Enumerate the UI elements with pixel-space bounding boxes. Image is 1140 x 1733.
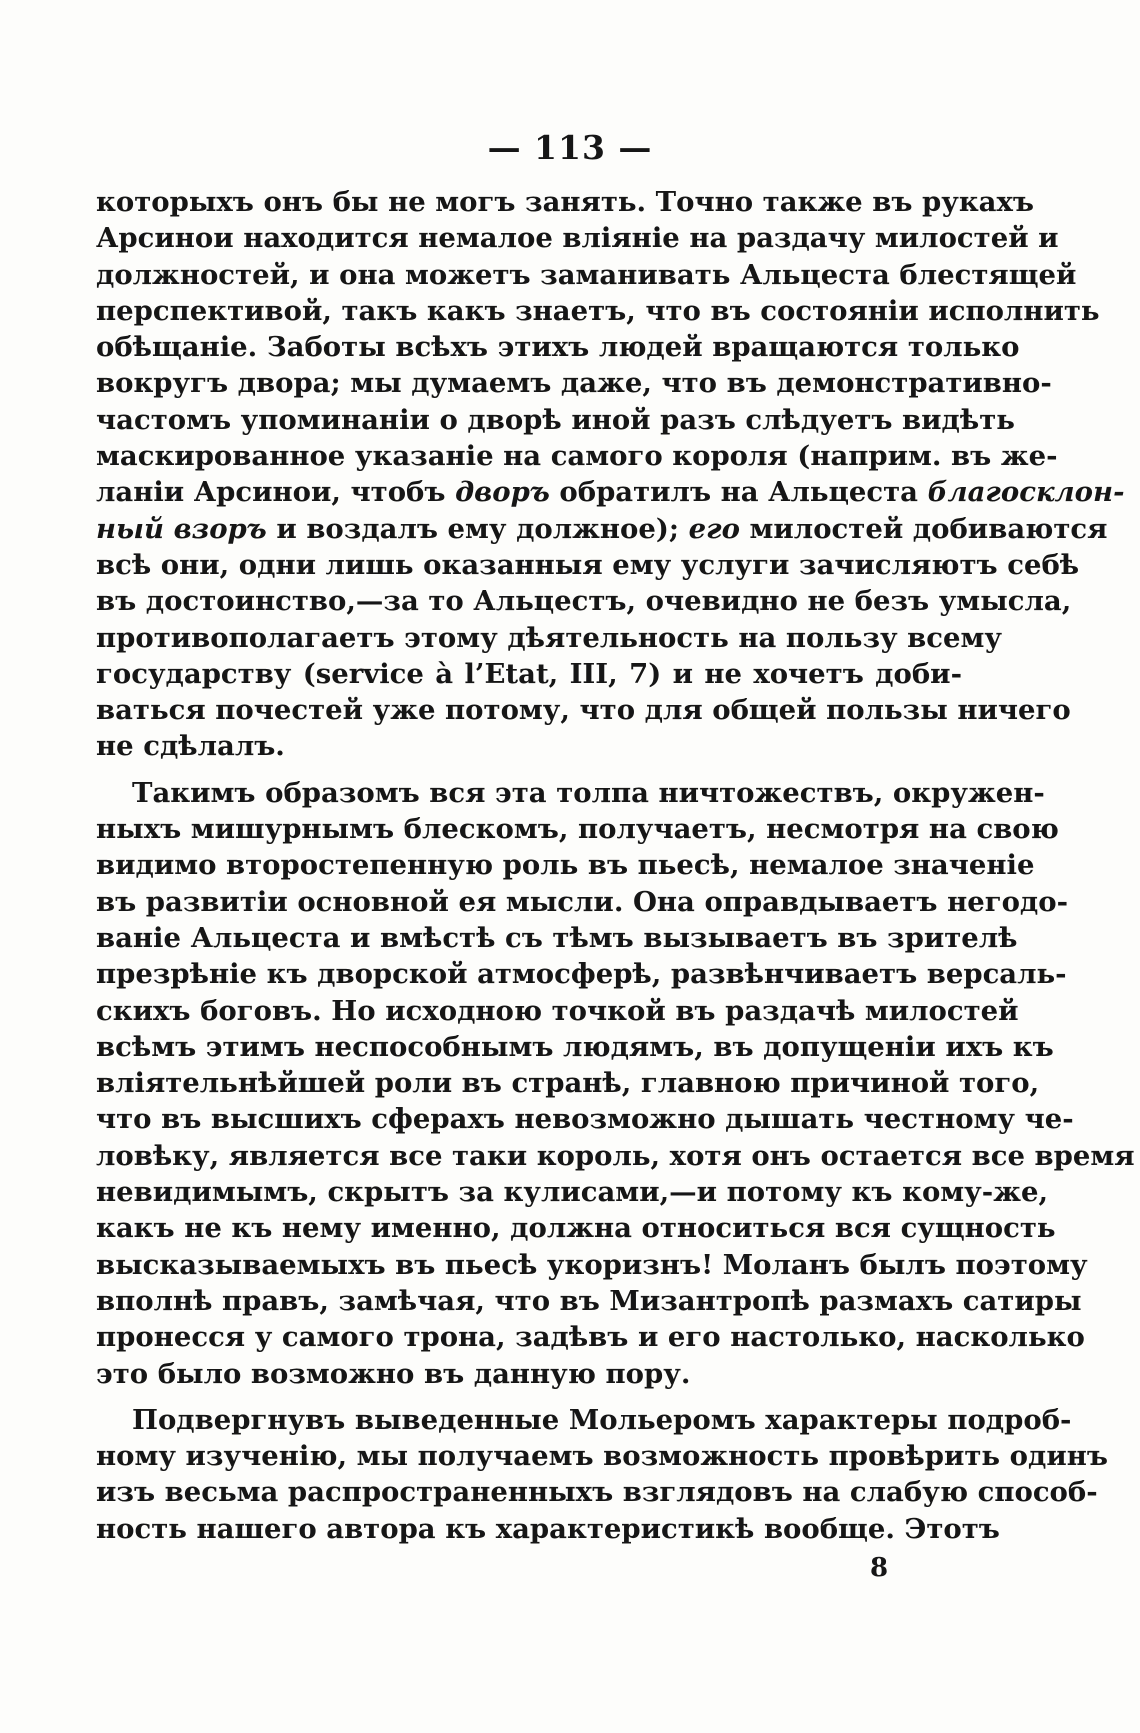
text-line: противополагаетъ этому дѣятельность на пользу всему bbox=[96, 621, 1003, 654]
text-line: вполнѣ правъ, замѣчая, что въ Мизантропѣ размахъ сатиры bbox=[96, 1284, 1082, 1317]
text-line: въ достоинство,—за то Альцестъ, очевидно не безъ умысла, bbox=[96, 585, 1072, 618]
page-number: — 113 — bbox=[487, 128, 653, 167]
text-line: это было возможно въ данную пору. bbox=[96, 1357, 691, 1390]
text-line: видимо второстепенную роль въ пьесѣ, немалое значеніе bbox=[96, 849, 1035, 882]
text-line: которыхъ онъ бы не могъ занять. Точно также въ рукахъ bbox=[96, 186, 1034, 218]
text-line: скихъ боговъ. Но исходною точкой въ раздачѣ милостей bbox=[96, 994, 1019, 1027]
text-run: милостей добиваются bbox=[739, 512, 1108, 545]
text-run: обратилъ на Альцеста bbox=[549, 476, 928, 509]
text-line: ваніе Альцеста и вмѣстѣ съ тѣмъ вызываетъ въ зрителѣ bbox=[96, 921, 1018, 954]
text-line: невидимымъ, скрытъ за кулисами,—и потому къ кому-же, bbox=[96, 1176, 1049, 1209]
text-line bbox=[96, 511, 1108, 547]
paragraph-start-line: Подвергнувъ выведенные Мольеромъ характеры подроб- bbox=[132, 1403, 1072, 1436]
text-line: перспективой, такъ какъ знаетъ, что въ состояніи исполнить bbox=[96, 294, 1100, 327]
text-line: вокругъ двора; мы думаемъ даже, что въ демонстративно- bbox=[96, 367, 1052, 400]
text-line: высказываемыхъ въ пьесѣ укоризнъ! Моланъ былъ поэтому bbox=[96, 1248, 1088, 1281]
text-line: маскированное указаніе на самого короля (наприм. въ же- bbox=[96, 440, 1058, 473]
italic-run: его bbox=[688, 512, 740, 545]
signature-mark: 8 bbox=[870, 1553, 889, 1583]
paragraph-start-line: Такимъ образомъ вся эта толпа ничтожествъ, окружен- bbox=[132, 776, 1045, 809]
text-line: изъ весьма распространенныхъ взглядовъ на слабую способ- bbox=[96, 1476, 1098, 1509]
text-line: Арсинои находится немалое вліяніе на раздачу милостей и bbox=[96, 222, 1059, 255]
text-line: частомъ упоминаніи о дворѣ иной разъ слѣдуетъ видѣть bbox=[96, 403, 1015, 436]
text-line: въ развитіи основной ея мысли. Она оправдываетъ негодо- bbox=[96, 885, 1068, 918]
text-line: ныхъ мишурнымъ блескомъ, получаетъ, несмотря на свою bbox=[96, 813, 1059, 846]
text-line: всѣ они, одни лишь оказанныя ему услуги зачисляютъ себѣ bbox=[96, 548, 1080, 581]
italic-run: дворъ bbox=[455, 476, 550, 509]
text-run: ланіи Арсинои, чтобъ bbox=[96, 476, 456, 509]
text-run: и воздалъ ему должное); bbox=[266, 512, 689, 545]
text-line: пронесся у самого трона, задѣвъ и его настолько, насколько bbox=[96, 1321, 1085, 1354]
text-line: презрѣніе къ дворской атмосферѣ, развѣнчиваетъ версаль- bbox=[96, 958, 1067, 991]
text-line: ловѣку, является все таки король, хотя онъ остается все время bbox=[96, 1139, 1135, 1172]
text-line: ному изученію, мы получаемъ возможность провѣрить одинъ bbox=[96, 1440, 1108, 1473]
text-line: должностей, и она можетъ заманивать Альцеста блестящей bbox=[96, 258, 1077, 291]
text-line: ность нашего автора къ характеристикѣ вообще. Этотъ bbox=[96, 1512, 1000, 1545]
text-line: не сдѣлалъ. bbox=[96, 730, 285, 763]
italic-run: ный взоръ bbox=[96, 512, 267, 545]
text-line: какъ не къ нему именно, должна относиться вся сущность bbox=[96, 1212, 1056, 1245]
body-text bbox=[96, 184, 1135, 1547]
text-line: всѣмъ этимъ неспособнымъ людямъ, въ допущеніи ихъ къ bbox=[96, 1030, 1054, 1063]
text-line: что въ высшихъ сферахъ невозможно дышать честному че- bbox=[96, 1103, 1074, 1136]
italic-run: благосклон- bbox=[927, 476, 1125, 509]
text-line: ваться почестей уже потому, что для общей пользы ничего bbox=[96, 694, 1071, 727]
text-line: обѣщаніе. Заботы всѣхъ этихъ людей вращаются только bbox=[96, 331, 1020, 364]
text-line: вліятельнѣйшей роли въ странѣ, главною причиной того, bbox=[96, 1067, 1040, 1100]
text-line bbox=[96, 474, 1125, 510]
text-line: государству (service à l’Etat, III, 7) и не хочетъ доби- bbox=[96, 657, 962, 690]
